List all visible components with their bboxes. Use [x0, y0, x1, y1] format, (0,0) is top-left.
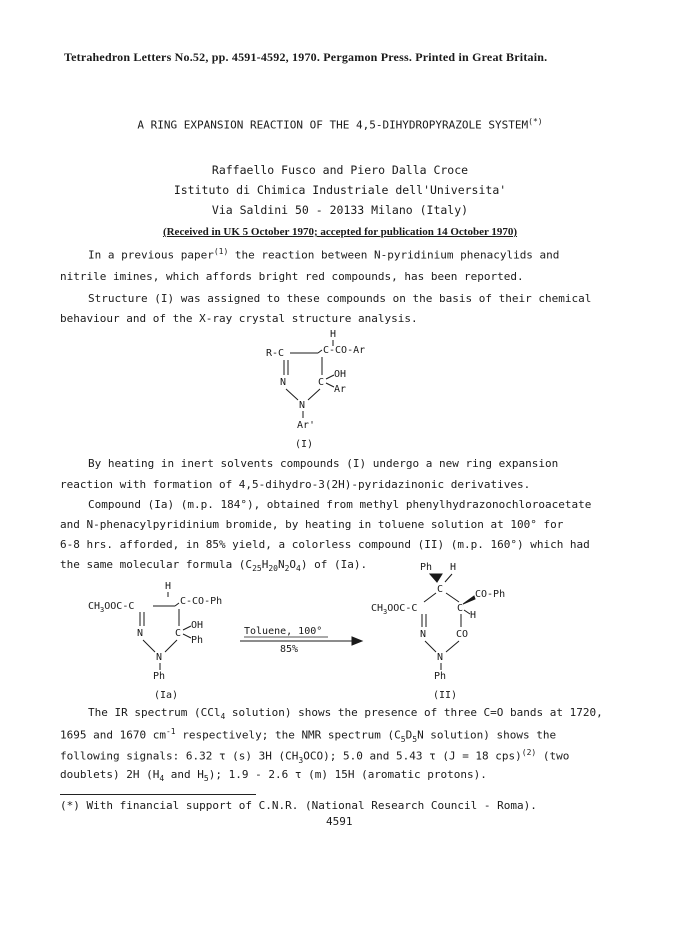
- struct-II-Ph2: Ph: [434, 671, 447, 682]
- authors: Raffaello Fusco and Piero Dalla Croce: [211, 163, 469, 177]
- paragraph-2-line-2: behaviour and of the X-ray crystal structure analysis.: [60, 312, 418, 325]
- struct-II-H5: H: [470, 610, 477, 621]
- struct-I-label: (I): [295, 439, 314, 450]
- struct-Ia-OH: OH: [191, 620, 204, 631]
- struct-II-C5: C: [457, 603, 464, 614]
- struct-Ia-Ph: Ph: [191, 635, 204, 646]
- title-footnote-mark: (*): [528, 117, 543, 126]
- struct-II-Ph: Ph: [420, 562, 433, 573]
- struct-Ia-left: $CH_3OOC-C$: [88, 601, 135, 614]
- paragraph-3-line-1: By heating in inert solvents compounds (I) undergo a new ring expansion: [88, 457, 559, 470]
- struct-I-Ar: Ar: [334, 384, 347, 395]
- struct-I-left: R-C: [266, 348, 285, 359]
- paragraph-3-line-2: reaction with formation of 4,5-dihydro-3(2H)-pyridazinonic derivatives.: [60, 478, 531, 491]
- institute: Istituto di Chimica Industriale dell'Universita': [173, 183, 507, 197]
- arrow-conditions: Toluene, 100°: [244, 626, 323, 637]
- struct-I-N1: N: [299, 400, 306, 411]
- paragraph-4-line-2: and N-phenacylpyridinium bromide, by heating in toluene solution at 100° for: [60, 518, 564, 531]
- struct-Ia-top: C-CO-Ph: [180, 596, 223, 607]
- journal-header: Tetrahedron Letters No.52, pp. 4591-4592, 1970. Pergamon Press. Printed in Great Britain.: [64, 50, 548, 64]
- struct-Ia-Ph2: Ph: [153, 671, 166, 682]
- paragraph-1-line-1: In a previous paper$^{(1)}$ the reaction between N-pyridinium phenacylids and: [88, 247, 560, 262]
- paragraph-4-line-1: Compound (Ia) (m.p. 184°), obtained from methyl phenylhydrazonochloroacetate: [88, 498, 592, 511]
- struct-Ia-N1: N: [156, 652, 163, 663]
- struct-I-N: N: [280, 377, 287, 388]
- struct-I-C5: C: [318, 377, 325, 388]
- struct-II-label: (II): [433, 690, 458, 701]
- paragraph-4-line-3: 6-8 hrs. afforded, in 85% yield, a colorless compound (II) (m.p. 160°) which had: [60, 538, 590, 551]
- struct-II-C: C: [437, 584, 444, 595]
- struct-II-COPh: CO-Ph: [475, 589, 506, 600]
- paragraph-2-line-1: Structure (I) was assigned to these compounds on the basis of their chemical: [88, 292, 592, 305]
- received-dates: (Received in UK 5 October 1970; accepted for publication 14 October 1970): [162, 226, 518, 238]
- paragraph-5-line-4: doublets) 2H ($H_4$ and $H_5$); 1.9 - 2.6 τ (m) 15H (aromatic protons).: [60, 768, 487, 784]
- struct-Ia-C5: C: [175, 628, 182, 639]
- struct-I-top: C-CO-Ar: [323, 345, 366, 356]
- struct-I-OH: OH: [334, 369, 347, 380]
- struct-II-left: $CH_3OOC-C$: [371, 603, 418, 616]
- paragraph-5-line-1: The IR spectrum (CCl$_4$ solution) shows the presence of three C=O bands at 1720,: [88, 706, 603, 722]
- struct-I-H: H: [330, 329, 337, 340]
- footnote: (*) With financial support of C.N.R. (National Research Council - Roma).: [60, 799, 537, 812]
- paragraph-1-line-2: nitrile imines, which affords bright red compounds, has been reported.: [60, 270, 524, 283]
- address: Via Saldini 50 - 20133 Milano (Italy): [211, 203, 469, 217]
- arrow-yield: 85%: [280, 644, 299, 655]
- page-number: 4591: [326, 815, 353, 828]
- struct-II-N1: N: [437, 652, 444, 663]
- footnote-rule: [60, 794, 256, 795]
- paragraph-5-line-2: 1695 and 1670 $cm^{-1}$ respectively; the NMR spectrum ($C_5D_5N$ solution) shows the: [60, 727, 557, 744]
- struct-II-H: H: [450, 562, 457, 573]
- article-title: A RING EXPANSION REACTION OF THE 4,5-DIHYDROPYRAZOLE SYSTEM(*): [137, 117, 543, 132]
- struct-Ia-H: H: [165, 581, 172, 592]
- paragraph-5-line-3: following signals: 6.32 τ (s) 3H $(CH_3OCO)$; 5.0 and 5.43 τ (J = 18 cps)$^{(2)}$ (two: [60, 748, 570, 765]
- struct-II-N: N: [420, 629, 427, 640]
- struct-Ia-label: (Ia): [154, 690, 179, 701]
- struct-I-ArP: Ar': [297, 420, 316, 431]
- struct-II-CO: CO: [456, 629, 469, 640]
- paragraph-4-line-4: the same molecular formula $(C_{25}H_{20}N_2O_4)$ of (Ia).: [60, 558, 368, 574]
- struct-Ia-N: N: [137, 628, 144, 639]
